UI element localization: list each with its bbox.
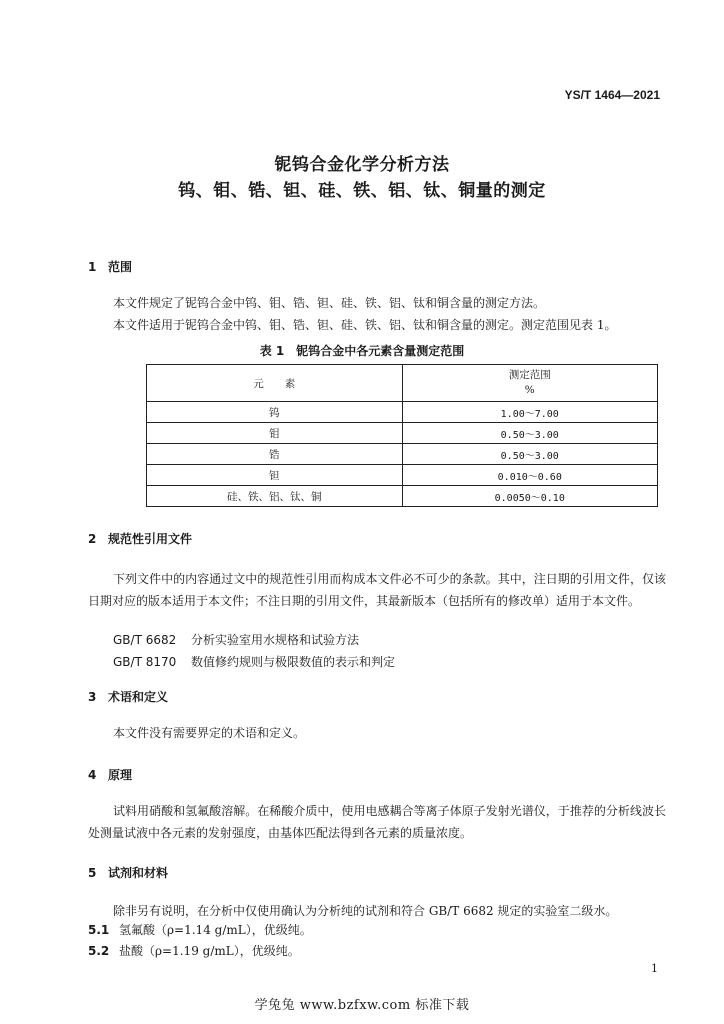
range-cell: 0.50～3.00 [402, 423, 658, 444]
reference-title: 分析实验室用水规格和试验方法 [191, 633, 360, 647]
section-title: 试剂和材料 [108, 866, 169, 880]
range-header-label: 测定范围 [508, 369, 551, 381]
section-title: 原理 [108, 768, 133, 782]
section-5-heading [88, 864, 168, 881]
section-number: 3 [88, 690, 97, 704]
section-1-text [88, 292, 666, 336]
footer-watermark: 学兔兔 www.bzfxw.com 标准下载 [254, 998, 470, 1013]
section-number: 5 [88, 866, 97, 880]
paragraph: 本文件规定了铌钨合金中钨、钼、锆、钽、硅、铁、铝、钛和铜含量的测定方法。 [113, 296, 546, 310]
normative-reference [113, 653, 395, 670]
table-row [147, 423, 658, 444]
reference-title: 数值修约规则与极限数值的表示和判定 [191, 655, 396, 669]
section-2-heading [88, 530, 192, 547]
section-4-heading [88, 766, 132, 783]
paragraph: 本文件适用于铌钨合金中钨、钼、锆、钽、硅、铁、铝、钛和铜含量的测定。测定范围见表 1。 [113, 318, 617, 332]
column-header-element: 元 素 [147, 365, 403, 402]
range-cell: 0.0050～0.10 [402, 486, 658, 507]
column-header-range [402, 365, 658, 402]
range-cell: 0.50～3.00 [402, 444, 658, 465]
section-1-heading [88, 258, 132, 275]
document-title: 铌钨合金化学分析方法 [274, 155, 450, 175]
table-row [147, 444, 658, 465]
section-5-paragraph: 除非另有说明，在分析中仅使用确认为分析纯的试剂和符合 GB/T 6682 规定的实验室二级水。 [113, 904, 618, 918]
range-cell: 0.010～0.60 [402, 465, 658, 486]
section-title: 术语和定义 [108, 690, 169, 704]
content-range-table [146, 364, 658, 507]
item-text: 盐酸（ρ=1.19 g/mL），优级纯。 [119, 944, 300, 958]
section-number: 4 [88, 768, 97, 782]
table-row [147, 402, 658, 423]
range-header-unit: % [524, 384, 535, 396]
document-subtitle: 钨、钼、锆、钽、硅、铁、铝、钛、铜量的测定 [178, 181, 546, 201]
element-cell: 钼 [147, 423, 403, 444]
section-number: 1 [88, 260, 97, 274]
reagent-item [88, 921, 312, 938]
section-2-paragraph: 下列文件中的内容通过文中的规范性引用而构成本文件必不可少的条款。其中，注日期的引用文件，仅该日期对应的版本适用于本文件；不注日期的引用文件，其最新版本（包括所有的修改单）适用于本文件。 [88, 572, 666, 608]
item-number: 5.2 [88, 944, 110, 958]
reference-code: GB/T 6682 [113, 633, 177, 647]
table-caption-text: 铌钨合金中各元素含量测定范围 [296, 344, 465, 358]
section-3-heading [88, 688, 168, 705]
element-cell: 钨 [147, 402, 403, 423]
element-cell: 钽 [147, 465, 403, 486]
element-cell: 硅、铁、铝、钛、铜 [147, 486, 403, 507]
normative-reference [113, 631, 359, 648]
range-cell: 1.00～7.00 [402, 402, 658, 423]
reagent-item [88, 942, 300, 959]
section-title: 范围 [108, 260, 133, 274]
section-3-paragraph: 本文件没有需要界定的术语和定义。 [113, 726, 306, 740]
table-caption [0, 342, 724, 359]
standard-number: YS/T 1464—2021 [564, 88, 660, 102]
element-cell: 锆 [147, 444, 403, 465]
reference-code: GB/T 8170 [113, 655, 177, 669]
page-number: 1 [651, 962, 658, 975]
section-title: 规范性引用文件 [108, 532, 193, 546]
table-row [147, 465, 658, 486]
item-text: 氢氟酸（ρ=1.14 g/mL），优级纯。 [119, 923, 312, 937]
table-header-row [147, 365, 658, 402]
section-number: 2 [88, 532, 97, 546]
table-row [147, 486, 658, 507]
section-4-paragraph: 试料用硝酸和氢氟酸溶解。在稀酸介质中，使用电感耦合等离子体原子发射光谱仪，于推荐的分析线波长处测量试液中各元素的发射强度，由基体匹配法得到各元素的质量浓度。 [88, 804, 666, 840]
item-number: 5.1 [88, 923, 110, 937]
table-label: 表 1 [259, 344, 285, 358]
